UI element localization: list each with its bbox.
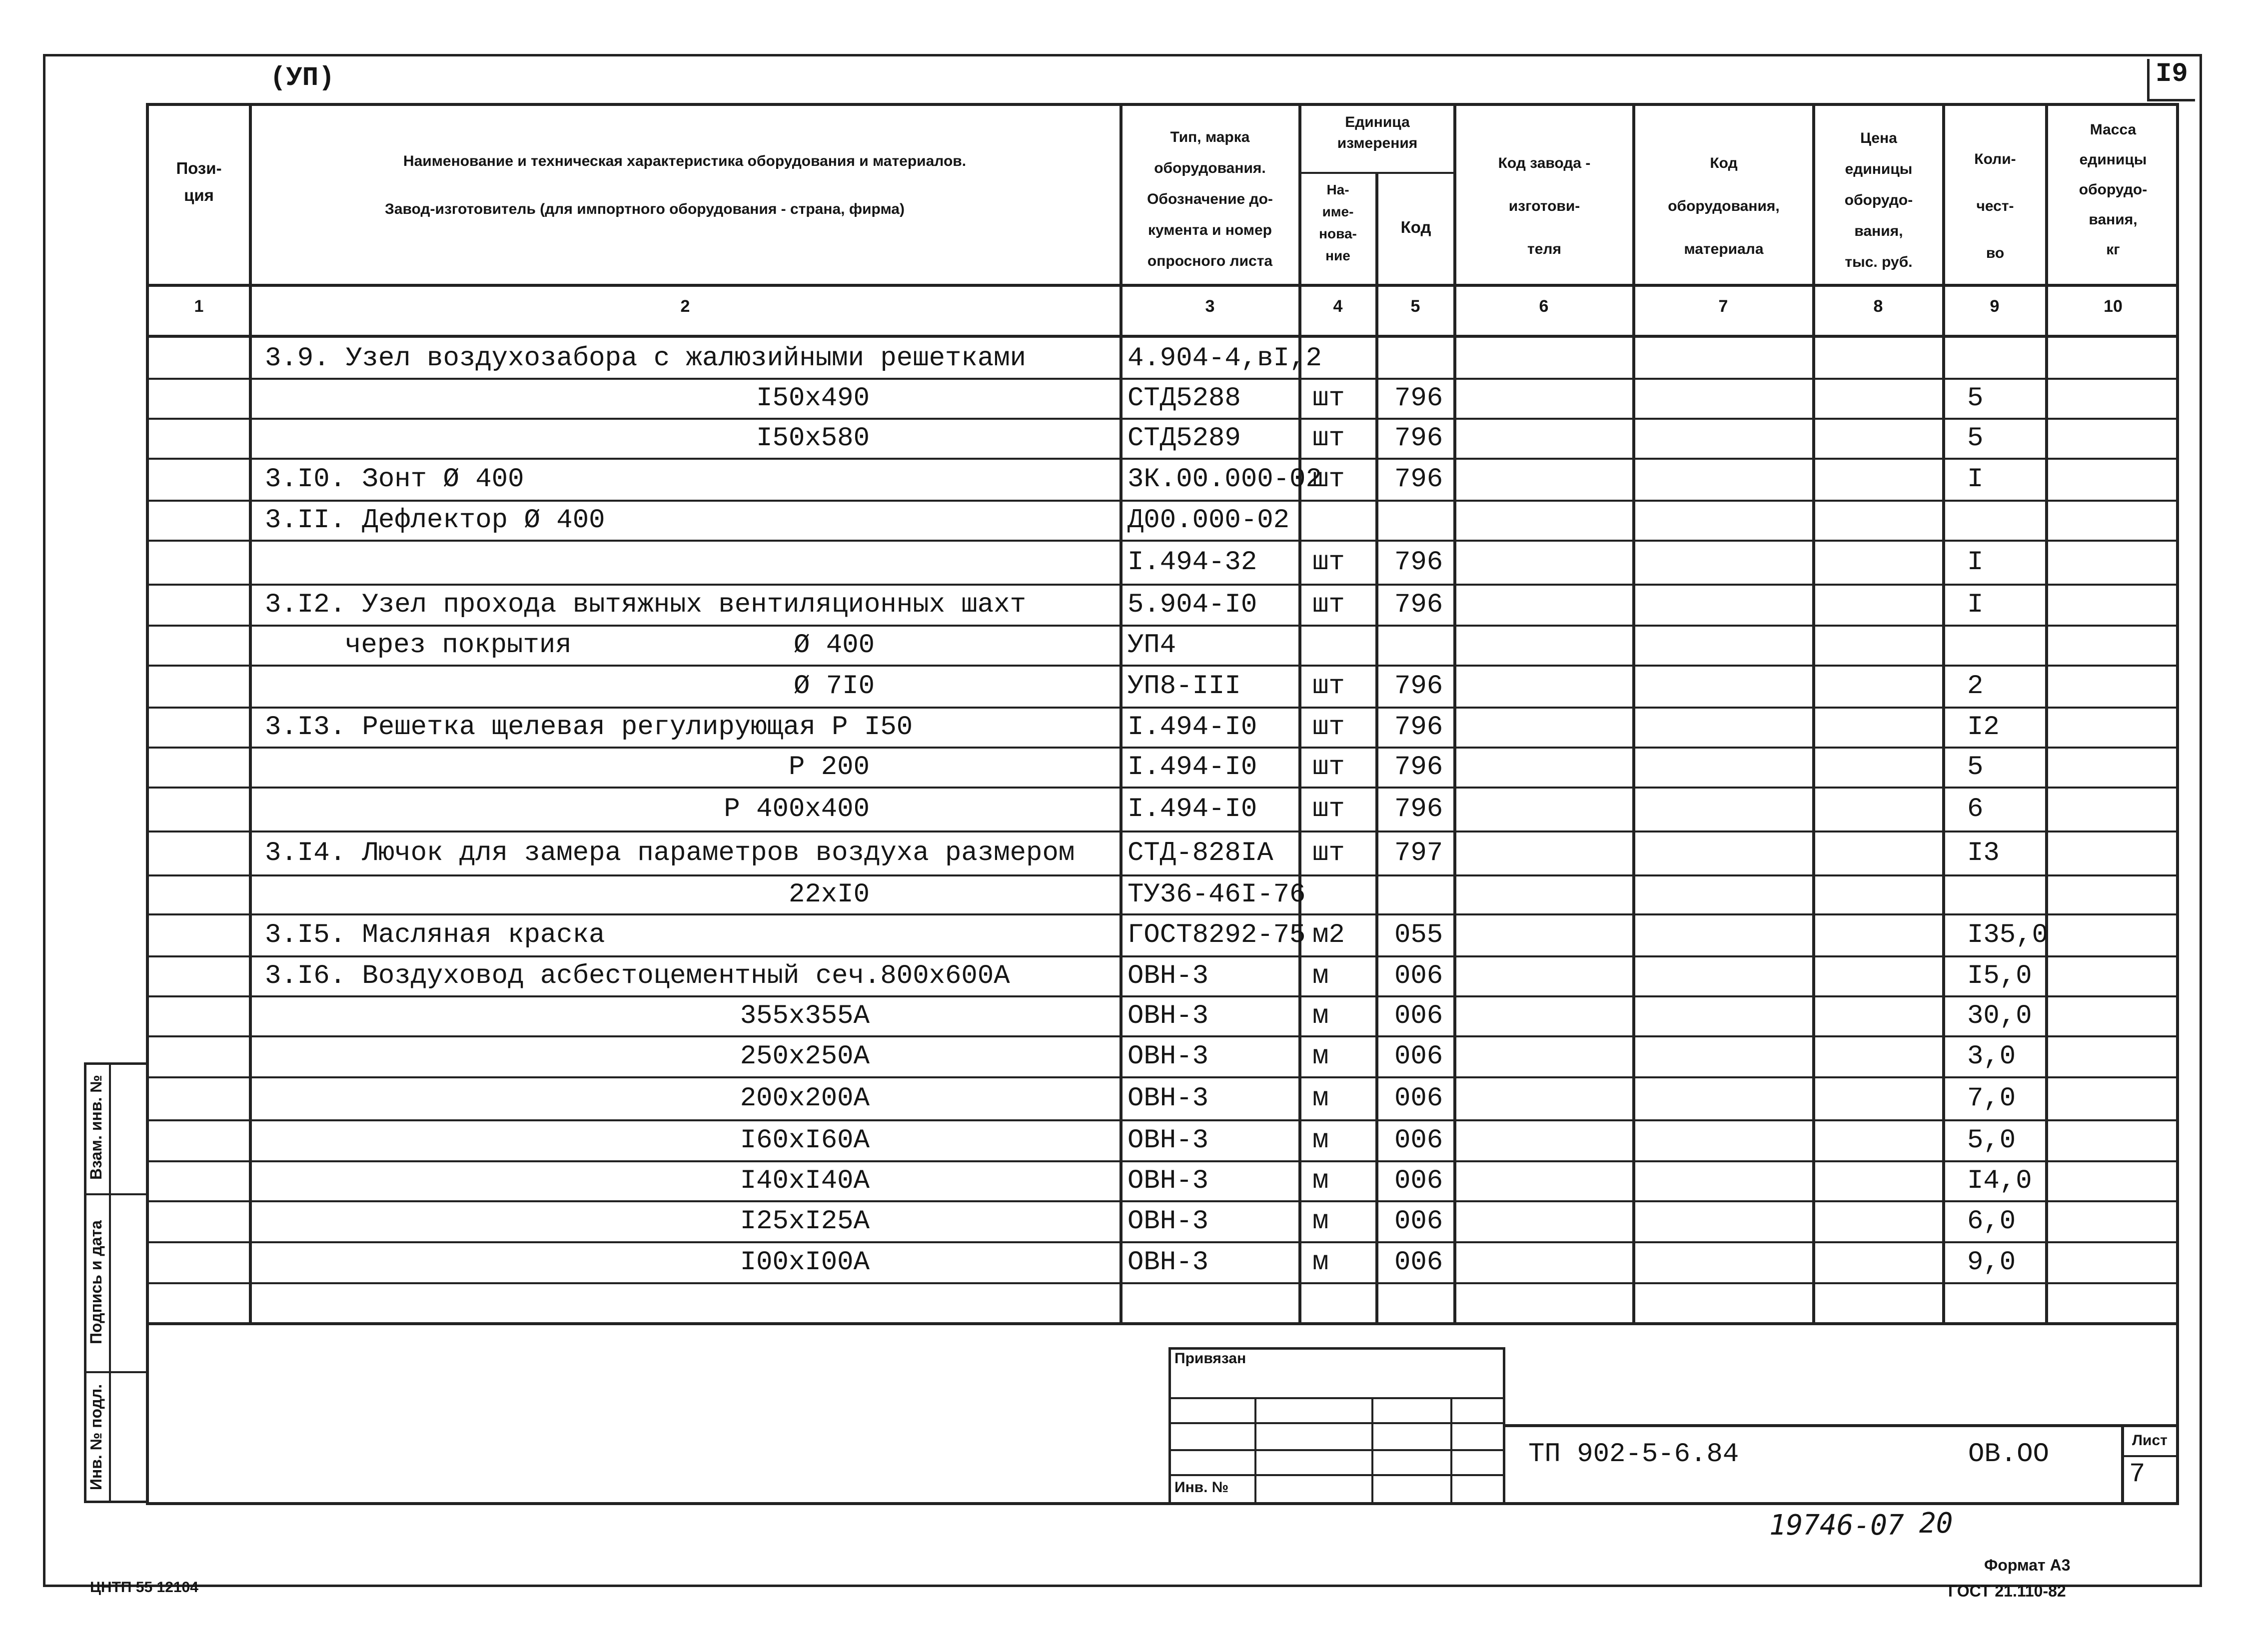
- item-type: 5.904-I0: [1127, 590, 1257, 620]
- page-number: I9: [2147, 59, 2195, 101]
- section-mark: (УП): [270, 63, 335, 93]
- item-code: 796: [1394, 464, 1443, 495]
- item-type: I.494-I0: [1127, 712, 1257, 743]
- item-unit: м: [1312, 1083, 1329, 1114]
- gost-label: ГОСТ 21.110-82: [1948, 1582, 2066, 1600]
- item-name: 3.I5. Масляная краска: [265, 920, 605, 950]
- item-name: 22xI0: [788, 879, 870, 910]
- item-type: ОВН-3: [1127, 961, 1209, 991]
- row-divider: [146, 830, 2179, 832]
- item-unit: шт: [1312, 794, 1345, 825]
- header-name-line1: Наименование и техническая характеристика оборудования и материалов.: [403, 153, 967, 169]
- item-code: 796: [1394, 383, 1443, 414]
- item-code: 796: [1394, 671, 1443, 702]
- item-name: 355x355А: [740, 1001, 870, 1031]
- item-diameter: Ø 7I0: [794, 671, 875, 702]
- item-type: ГОСТ8292-75: [1127, 920, 1306, 950]
- side-stamp-row1: [84, 1193, 149, 1195]
- item-type: СТД-828IА: [1127, 838, 1273, 868]
- header-price: Цена единицы оборудо- вания, тыс. руб.: [1844, 130, 1913, 270]
- header-mass: Масса единицы оборудо- вания, кг: [2079, 121, 2148, 258]
- item-name: I50x490: [756, 383, 870, 414]
- title-block-top: [1503, 1424, 2179, 1427]
- item-type: ОВН-3: [1127, 1125, 1209, 1156]
- item-type: УП8-III: [1127, 671, 1241, 702]
- item-qty: I2: [1967, 712, 2000, 743]
- linked-vline2: [1371, 1397, 1373, 1505]
- col-line-3: [1298, 103, 1301, 1322]
- item-qty: I: [1967, 547, 1984, 578]
- item-qty: I: [1967, 464, 1984, 495]
- item-code: 797: [1394, 838, 1443, 868]
- item-name: 3.I0. Зонт Ø 400: [265, 464, 524, 495]
- item-code: 006: [1394, 1166, 1443, 1196]
- item-name: Р 200: [788, 752, 870, 783]
- item-type: I.494-I0: [1127, 752, 1257, 783]
- item-type: СТД5288: [1127, 383, 1241, 414]
- side-stamp-vzam: Взам. инв. №: [87, 1075, 105, 1180]
- item-qty: 6: [1967, 794, 1984, 825]
- project-code: ТП 902-5-6.84: [1528, 1439, 1739, 1470]
- column-number: 1: [194, 297, 204, 316]
- header-position: Пози- ция: [176, 159, 222, 204]
- item-name: I25xI25А: [740, 1206, 870, 1237]
- col-line-7: [1812, 103, 1815, 1322]
- column-number-divider: [146, 335, 2179, 338]
- item-type: I.494-I0: [1127, 794, 1257, 825]
- linked-line2: [1168, 1422, 1505, 1424]
- item-unit: шт: [1312, 671, 1345, 702]
- item-unit: м: [1312, 1166, 1329, 1196]
- column-number: 5: [1410, 297, 1420, 316]
- column-number: 7: [1718, 297, 1728, 316]
- item-name: 250x250А: [740, 1041, 870, 1072]
- item-code: 796: [1394, 712, 1443, 743]
- item-qty: 5,0: [1967, 1125, 2016, 1156]
- item-unit: шт: [1312, 838, 1345, 868]
- col-line-6: [1632, 103, 1635, 1322]
- sheet-box-line: [2121, 1455, 2179, 1457]
- item-type: ОВН-3: [1127, 1206, 1209, 1237]
- linked-line3: [1168, 1449, 1505, 1451]
- item-unit: м2: [1312, 920, 1345, 950]
- item-type: ОВН-3: [1127, 1166, 1209, 1196]
- linked-line4: [1168, 1474, 1505, 1476]
- column-number: 6: [1539, 297, 1549, 316]
- sheet-number: 7: [2129, 1459, 2146, 1490]
- item-type: ТУ36-46I-76: [1127, 879, 1306, 910]
- item-code: 055: [1394, 920, 1443, 950]
- item-code: 006: [1394, 961, 1443, 991]
- item-unit: м: [1312, 1206, 1329, 1237]
- item-code: 006: [1394, 1001, 1443, 1031]
- item-unit: м: [1312, 1247, 1329, 1278]
- item-diameter: Ø 400: [794, 630, 875, 661]
- table-body-bottom: [146, 1322, 2179, 1325]
- header-name-line2: Завод-изготовитель (для импортного оборудования - страна, фирма): [385, 201, 905, 217]
- header-divider: [146, 284, 2179, 287]
- sheet-box-divider: [2121, 1424, 2124, 1505]
- linked-vline1: [1254, 1397, 1256, 1505]
- item-qty: I35,0: [1967, 920, 2049, 950]
- item-unit: м: [1312, 1041, 1329, 1072]
- item-qty: 30,0: [1967, 1001, 2032, 1031]
- item-type: ОВН-3: [1127, 1001, 1209, 1031]
- item-qty: 6,0: [1967, 1206, 2016, 1237]
- column-number: 3: [1205, 297, 1215, 316]
- linked-label: Привязан: [1174, 1350, 1246, 1367]
- col-line-2: [1120, 103, 1122, 1322]
- item-name: I60xI60А: [740, 1125, 870, 1156]
- column-number: 8: [1873, 297, 1883, 316]
- item-unit: м: [1312, 961, 1329, 991]
- item-type: Д00.000-02: [1127, 505, 1290, 536]
- inv-label: Инв. №: [1174, 1479, 1229, 1496]
- item-name: 3.9. Узел воздухозабора с жалюзийными решетками: [265, 343, 1027, 374]
- item-type: I.494-32: [1127, 547, 1257, 578]
- item-name: Р 400x400: [724, 794, 870, 825]
- format-label: Формат А3: [1984, 1556, 2071, 1574]
- item-name: I50x580: [756, 423, 870, 454]
- column-number: 2: [680, 297, 690, 316]
- item-name: 3.I3. Решетка щелевая регулирующая Р I50: [265, 712, 913, 743]
- header-unit-name: На- име- нова- ние: [1319, 182, 1357, 263]
- item-qty: I4,0: [1967, 1166, 2032, 1196]
- item-code: 796: [1394, 590, 1443, 620]
- item-unit: шт: [1312, 464, 1345, 495]
- item-code: 006: [1394, 1083, 1443, 1114]
- item-unit: шт: [1312, 383, 1345, 414]
- header-type: Тип, марка оборудования. Обозначение до- кумента и номер опросного листа: [1147, 129, 1273, 269]
- item-unit: шт: [1312, 712, 1345, 743]
- item-code: 796: [1394, 547, 1443, 578]
- item-name: через покрытия: [345, 630, 572, 661]
- linked-vline3: [1450, 1397, 1452, 1505]
- linked-line1: [1168, 1397, 1505, 1399]
- header-unit-code: Код: [1400, 218, 1431, 236]
- document-mark: ОВ.ОО: [1968, 1439, 2050, 1470]
- column-number: 10: [2104, 297, 2123, 316]
- sheet-label: Лист: [2132, 1432, 2168, 1449]
- column-number: 4: [1333, 297, 1343, 316]
- stamp-label: ЦНТП 55 12104: [90, 1579, 198, 1596]
- archive-number: 19746-07: [1769, 1509, 1904, 1542]
- col-line-1: [249, 103, 252, 1322]
- side-stamp-divider: [109, 1062, 111, 1503]
- item-qty: 3,0: [1967, 1041, 2016, 1072]
- header-quantity: Коли- чест- во: [1974, 151, 2016, 261]
- item-type: ОВН-3: [1127, 1041, 1209, 1072]
- side-stamp-podpis: Подпись и дата: [87, 1220, 105, 1344]
- item-type: 4.904-4,вI,2: [1127, 343, 1322, 374]
- item-qty: 5: [1967, 383, 1984, 414]
- item-qty: I: [1967, 590, 1984, 620]
- item-unit: м: [1312, 1001, 1329, 1031]
- col-line-8: [1942, 103, 1945, 1322]
- item-name: 3.II. Дефлектор Ø 400: [265, 505, 605, 536]
- item-code: 796: [1394, 752, 1443, 783]
- item-code: 796: [1394, 794, 1443, 825]
- item-qty: 5: [1967, 752, 1984, 783]
- item-qty: 7,0: [1967, 1083, 2016, 1114]
- side-stamp-inv: Инв. № подл.: [87, 1384, 105, 1491]
- item-qty: 9,0: [1967, 1247, 2016, 1278]
- item-unit: шт: [1312, 752, 1345, 783]
- item-type: ОВН-3: [1127, 1083, 1209, 1114]
- item-code: 006: [1394, 1125, 1443, 1156]
- archive-sheet: 20: [1919, 1507, 1953, 1540]
- header-factory-code: Код завода - изготови- теля: [1498, 155, 1591, 257]
- item-code: 006: [1394, 1247, 1443, 1278]
- item-unit: шт: [1312, 547, 1345, 578]
- item-unit: шт: [1312, 423, 1345, 454]
- item-name: I00xI00А: [740, 1247, 870, 1278]
- col-line-9: [2045, 103, 2048, 1322]
- header-unit-group: Единица измерения: [1337, 114, 1418, 151]
- item-code: 006: [1394, 1206, 1443, 1237]
- item-unit: шт: [1312, 590, 1345, 620]
- item-qty: I3: [1967, 838, 2000, 868]
- column-number: 9: [1990, 297, 2000, 316]
- item-type: СТД5289: [1127, 423, 1241, 454]
- item-qty: 2: [1967, 671, 1984, 702]
- item-qty: 5: [1967, 423, 1984, 454]
- header-equipment-code: Код оборудования, материала: [1668, 155, 1780, 257]
- item-type: УП4: [1127, 630, 1176, 661]
- item-code: 006: [1394, 1041, 1443, 1072]
- item-name: 3.I6. Воздуховод асбестоцементный сеч.800x600А: [265, 961, 1010, 991]
- item-name: 3.I2. Узел прохода вытяжных вентиляционных шахт: [265, 590, 1027, 620]
- item-type: ОВН-3: [1127, 1247, 1209, 1278]
- item-name: 3.I4. Лючок для замера параметров воздуха размером: [265, 838, 1075, 868]
- item-code: 796: [1394, 423, 1443, 454]
- item-type: 3К.00.000-02: [1127, 464, 1322, 495]
- item-name: 200x200А: [740, 1083, 870, 1114]
- item-qty: I5,0: [1967, 961, 2032, 991]
- col-line-5: [1453, 103, 1456, 1322]
- item-unit: м: [1312, 1125, 1329, 1156]
- item-name: I40xI40А: [740, 1166, 870, 1196]
